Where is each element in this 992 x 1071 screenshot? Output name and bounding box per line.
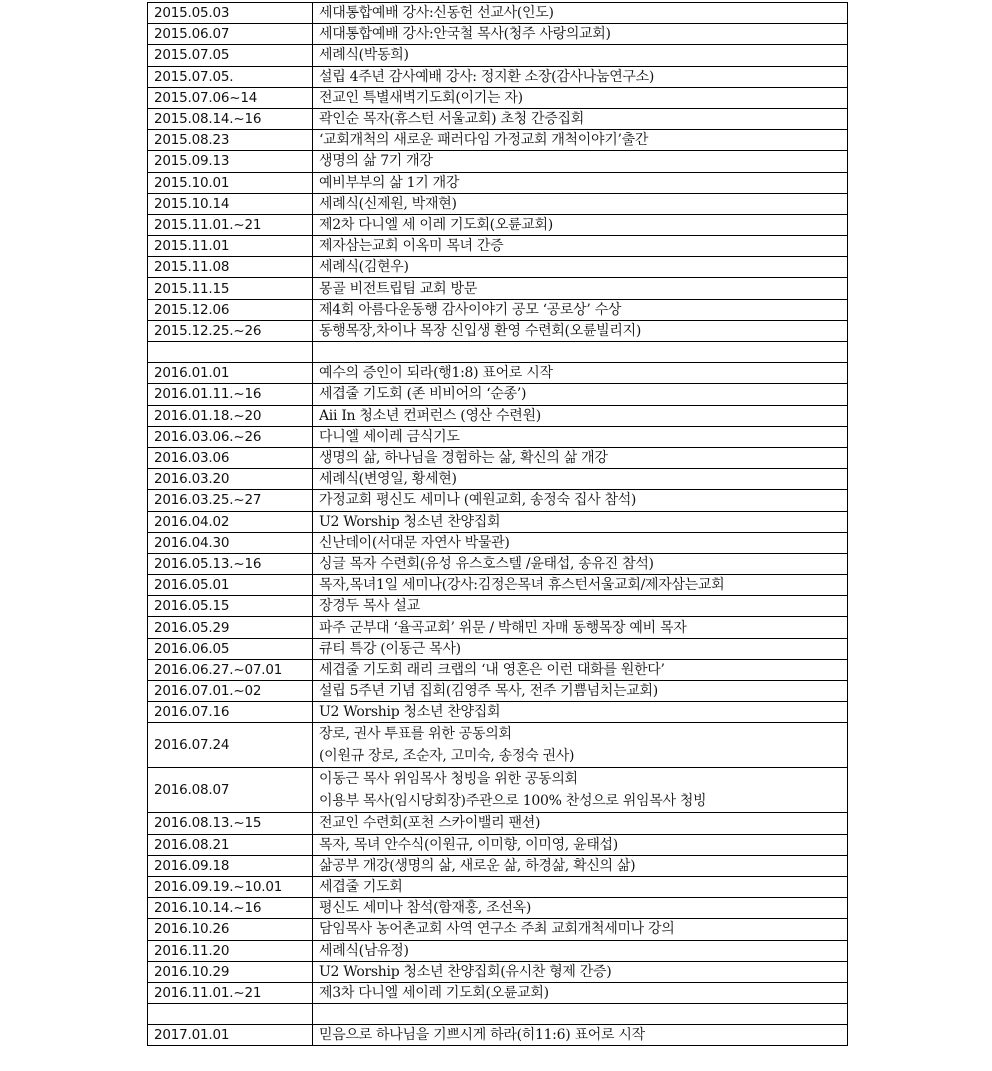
event-line: 목자, 목녀 안수식(이원규, 이미향, 이미영, 윤태섭) [319, 836, 618, 853]
event-line: 설립 4주년 감사예배 강사: 정지환 소장(감사나눔연구소) [319, 68, 655, 85]
table-row [148, 490, 848, 511]
event-cell [313, 257, 848, 278]
date-cell: 2016.05.15 [148, 596, 313, 617]
event-line: 믿음으로 하나님을 기쁘시게 하라(히11:6) 표어로 시작 [319, 1027, 645, 1044]
date-cell: 2016.08.07 [148, 768, 313, 813]
event-line: 세례식(신제원, 박재현) [319, 195, 457, 212]
table-row [148, 768, 848, 813]
event-line: 제3차 다니엘 세이레 기도회(오륜교회) [319, 984, 549, 1001]
date-cell: 2016.06.05 [148, 638, 313, 659]
table-row [148, 278, 848, 299]
event-cell [313, 659, 848, 680]
event-cell [313, 3, 848, 24]
table-row [148, 151, 848, 172]
table-row [148, 172, 848, 193]
date-cell: 2015.12.06 [148, 299, 313, 320]
event-line: 세례식(박동희) [319, 47, 409, 64]
table-row [148, 257, 848, 278]
event-line: 신난데이(서대문 자연사 박물관) [319, 534, 510, 551]
event-line: Aii In 청소년 컨퍼런스 (영산 수련원) [319, 407, 541, 424]
date-cell: 2017.01.01 [148, 1025, 313, 1046]
event-line: 삶공부 개강(생명의 삶, 새로운 삶, 하경삶, 확신의 삶) [319, 857, 636, 874]
date-cell: 2016.10.26 [148, 919, 313, 940]
date-cell: 2015.08.23 [148, 130, 313, 151]
table-row [148, 469, 848, 490]
event-cell [313, 876, 848, 897]
event-cell [313, 681, 848, 702]
table-row [148, 87, 848, 108]
date-cell: 2015.07.05. [148, 66, 313, 87]
event-line: 가정교회 평신도 세미나 (예원교회, 송정숙 집사 참석) [319, 492, 637, 509]
event-cell [313, 87, 848, 108]
event-cell [313, 151, 848, 172]
table-row [148, 834, 848, 855]
table-row [148, 214, 848, 235]
table-row [148, 363, 848, 384]
date-cell: 2015.07.05 [148, 45, 313, 66]
event-cell [313, 898, 848, 919]
table-row [148, 405, 848, 426]
event-cell [313, 405, 848, 426]
date-cell [148, 342, 313, 363]
event-line: 설립 5주년 기념 집회(김영주 목사, 전주 기쁨넘치는교회) [319, 683, 658, 700]
date-cell: 2015.11.15 [148, 278, 313, 299]
table-row [148, 961, 848, 982]
date-cell: 2016.03.25.~27 [148, 490, 313, 511]
date-cell: 2016.04.02 [148, 511, 313, 532]
table-row [148, 596, 848, 617]
event-cell [313, 919, 848, 940]
table-row [148, 342, 848, 363]
event-cell [313, 982, 848, 1003]
date-cell: 2016.05.01 [148, 575, 313, 596]
date-cell: 2016.03.06.~26 [148, 426, 313, 447]
event-cell [313, 172, 848, 193]
event-cell [313, 130, 848, 151]
table-row [148, 3, 848, 24]
date-cell: 2016.07.01.~02 [148, 681, 313, 702]
date-cell: 2015.06.07 [148, 24, 313, 45]
table-row [148, 617, 848, 638]
event-cell [313, 45, 848, 66]
date-cell: 2015.05.03 [148, 3, 313, 24]
date-cell: 2016.01.18.~20 [148, 405, 313, 426]
event-cell [313, 575, 848, 596]
table-row [148, 919, 848, 940]
event-line: (이원규 장로, 조순자, 고미숙, 송정숙 권사) [319, 748, 575, 765]
event-line: 큐티 특강 (이동근 목사) [319, 640, 461, 657]
event-line: U2 Worship 청소년 찬양집회(유시찬 형제 간증) [319, 963, 612, 980]
date-cell: 2015.11.08 [148, 257, 313, 278]
event-cell [313, 447, 848, 468]
event-cell [313, 511, 848, 532]
table-row [148, 982, 848, 1003]
event-line: 세겹줄 기도회 [319, 879, 403, 896]
date-cell: 2016.08.13.~15 [148, 813, 313, 834]
date-cell: 2016.11.20 [148, 940, 313, 961]
table-row [148, 384, 848, 405]
event-cell [313, 236, 848, 257]
event-cell [313, 596, 848, 617]
event-cell [313, 961, 848, 982]
event-line: 세례식(김현우) [319, 259, 409, 276]
event-cell [313, 855, 848, 876]
event-cell [313, 532, 848, 553]
table-row [148, 702, 848, 723]
event-line: 동행목장,차이나 목장 신입생 환영 수련회(오륜빌리지) [319, 322, 642, 339]
date-cell: 2016.08.21 [148, 834, 313, 855]
event-cell [313, 426, 848, 447]
event-line: 곽인순 목자(휴스턴 서울교회) 초청 간증집회 [319, 111, 584, 128]
date-cell: 2016.01.11.~16 [148, 384, 313, 405]
event-line: U2 Worship 청소년 찬양집회 [319, 513, 501, 530]
date-cell: 2015.11.01 [148, 236, 313, 257]
event-line: 세례식(변영일, 황세현) [319, 471, 457, 488]
date-cell: 2016.03.20 [148, 469, 313, 490]
table-row [148, 659, 848, 680]
table-row [148, 299, 848, 320]
event-line: 예수의 증인이 되라(행1:8) 표어로 시작 [319, 365, 553, 382]
event-line: 장로, 권사 투표를 위한 공동의회 [319, 726, 512, 743]
event-cell [313, 214, 848, 235]
date-cell: 2015.09.13 [148, 151, 313, 172]
date-cell: 2015.10.14 [148, 193, 313, 214]
event-line: 이동근 목사 위임목사 청빙을 위한 공동의회 [319, 771, 578, 788]
history-table-body [148, 3, 848, 1046]
table-row [148, 638, 848, 659]
event-line: 목자,목녀1일 세미나(강사:김정은목녀 휴스턴서울교회/제자삼는교회 [319, 577, 725, 594]
table-row [148, 236, 848, 257]
date-cell: 2016.07.16 [148, 702, 313, 723]
event-line: 싱글 목자 수련회(유성 유스호스텔 /윤태섭, 송유진 참석) [319, 555, 654, 572]
table-row [148, 1025, 848, 1046]
event-cell [313, 940, 848, 961]
event-cell [313, 299, 848, 320]
event-cell [313, 638, 848, 659]
table-row [148, 681, 848, 702]
event-line: ‘교회개척의 새로운 패러다임 가정교회 개척이야기’출간 [319, 132, 649, 149]
event-cell [313, 24, 848, 45]
event-line: 세대통합예배 강사:안국철 목사(청주 사랑의교회) [319, 26, 611, 43]
table-row [148, 813, 848, 834]
event-line: 제4회 아름다운동행 감사이야기 공모 ‘공로상’ 수상 [319, 301, 622, 318]
table-row [148, 898, 848, 919]
table-row [148, 108, 848, 129]
event-cell [313, 320, 848, 341]
table-row [148, 66, 848, 87]
event-cell [313, 702, 848, 723]
event-cell [313, 813, 848, 834]
event-line: 평신도 세미나 참석(함재홍, 조선옥) [319, 900, 532, 917]
event-line: 제자삼는교회 이옥미 목녀 간증 [319, 238, 504, 255]
event-line: 전교인 수련회(포천 스카이밸리 팬션) [319, 815, 541, 832]
date-cell: 2015.07.06~14 [148, 87, 313, 108]
event-cell [313, 723, 848, 768]
date-cell: 2016.06.27.~07.01 [148, 659, 313, 680]
table-row [148, 511, 848, 532]
event-line: U2 Worship 청소년 찬양집회 [319, 704, 501, 721]
table-row [148, 723, 848, 768]
table-row [148, 553, 848, 574]
date-cell: 2016.09.18 [148, 855, 313, 876]
date-cell: 2016.03.06 [148, 447, 313, 468]
date-cell: 2015.11.01.~21 [148, 214, 313, 235]
event-line: 다니엘 세이레 금식기도 [319, 428, 460, 445]
table-row [148, 130, 848, 151]
event-cell [313, 469, 848, 490]
event-line: 생명의 삶, 하나님을 경험하는 삶, 확신의 삶 개강 [319, 450, 608, 467]
table-row [148, 532, 848, 553]
date-cell: 2015.12.25.~26 [148, 320, 313, 341]
event-line: 예비부부의 삶 1기 개강 [319, 174, 460, 191]
date-cell: 2016.01.01 [148, 363, 313, 384]
event-line: 생명의 삶 7기 개강 [319, 153, 433, 170]
date-cell: 2015.08.14.~16 [148, 108, 313, 129]
event-cell [313, 617, 848, 638]
event-cell [313, 278, 848, 299]
table-row [148, 45, 848, 66]
table-row [148, 426, 848, 447]
event-line: 담임목사 농어촌교회 사역 연구소 주최 교회개척세미나 강의 [319, 921, 675, 938]
event-cell [313, 553, 848, 574]
event-cell [313, 342, 848, 363]
date-cell: 2016.10.29 [148, 961, 313, 982]
event-cell [313, 1025, 848, 1046]
event-cell [313, 66, 848, 87]
event-cell [313, 834, 848, 855]
date-cell: 2016.10.14.~16 [148, 898, 313, 919]
event-cell [313, 108, 848, 129]
event-line: 세례식(남유정) [319, 942, 409, 959]
event-line: 이용부 목사(임시당회장)주관으로 100% 찬성으로 위임목사 청빙 [319, 793, 707, 810]
event-line: 전교인 특별새벽기도회(이기는 자) [319, 89, 523, 106]
event-line: 세대통합예배 강사:신동헌 선교사(인도) [319, 5, 554, 22]
table-row [148, 320, 848, 341]
event-cell [313, 384, 848, 405]
date-cell [148, 1004, 313, 1025]
event-line: 파주 군부대 ‘율곡교회’ 위문 / 박해민 자매 동행목장 예비 목자 [319, 619, 687, 636]
event-cell [313, 1004, 848, 1025]
date-cell: 2016.09.19.~10.01 [148, 876, 313, 897]
date-cell: 2015.10.01 [148, 172, 313, 193]
date-cell: 2016.05.29 [148, 617, 313, 638]
event-cell [313, 193, 848, 214]
date-cell: 2016.07.24 [148, 723, 313, 768]
table-row [148, 1004, 848, 1025]
event-line: 제2차 다니엘 세 이레 기도회(오륜교회) [319, 216, 553, 233]
event-line: 장경두 목사 설교 [319, 598, 420, 615]
event-cell [313, 490, 848, 511]
date-cell: 2016.04.30 [148, 532, 313, 553]
event-cell [313, 363, 848, 384]
event-cell [313, 768, 848, 813]
table-row [148, 24, 848, 45]
table-row [148, 575, 848, 596]
table-row [148, 447, 848, 468]
church-history-table [147, 2, 848, 1046]
event-line: 세겹줄 기도회 래리 크랩의 ‘내 영혼은 이런 대화를 원한다’ [319, 661, 665, 678]
event-line: 몽골 비전트립팀 교회 방문 [319, 280, 477, 297]
event-line: 세겹줄 기도회 (존 비비어의 ‘순종’) [319, 386, 527, 403]
table-row [148, 193, 848, 214]
date-cell: 2016.05.13.~16 [148, 553, 313, 574]
table-row [148, 940, 848, 961]
table-row [148, 855, 848, 876]
table-row [148, 876, 848, 897]
date-cell: 2016.11.01.~21 [148, 982, 313, 1003]
